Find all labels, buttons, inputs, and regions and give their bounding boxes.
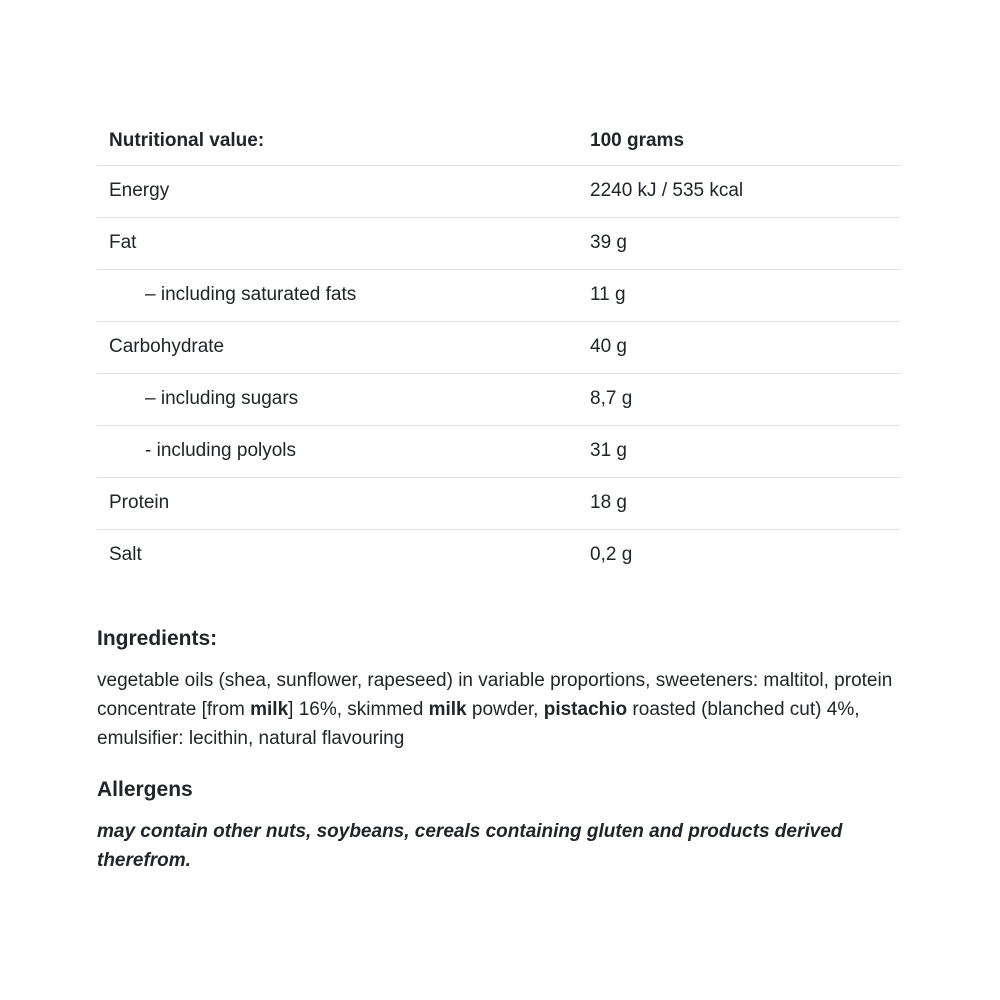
row-label: – including sugars: [145, 388, 299, 410]
row-value: 2240 kJ / 535 kcal: [590, 180, 744, 202]
table-row: [97, 530, 900, 581]
table-row: [97, 374, 900, 426]
allergens-text: may contain other nuts, soybeans, cereals containing gluten and products derived therefrom.: [97, 821, 843, 871]
nutrition-header-value: 100 grams: [590, 129, 685, 151]
nutrition-table-header: [97, 117, 900, 166]
table-row: [97, 322, 900, 374]
row-label: Fat: [109, 232, 137, 254]
row-value: 18 g: [590, 492, 627, 514]
row-value: 40 g: [590, 336, 627, 358]
table-row: [97, 478, 900, 530]
row-value: 8,7 g: [590, 388, 633, 410]
row-label: Energy: [109, 180, 170, 202]
nutrition-header-label: Nutritional value:: [109, 129, 265, 151]
row-label: Protein: [109, 492, 170, 514]
nutrition-table-body: [97, 166, 900, 581]
product-info-section: [97, 0, 900, 875]
ingredient-allergen-bold: milk: [428, 699, 467, 720]
ingredient-allergen-bold: milk: [250, 699, 289, 720]
row-label: Carbohydrate: [109, 336, 225, 358]
allergens-heading: Allergens: [97, 778, 193, 801]
table-row: [97, 166, 900, 218]
row-value: 0,2 g: [590, 544, 633, 566]
row-value: 31 g: [590, 440, 627, 462]
table-row: [97, 270, 900, 322]
row-label: Salt: [109, 544, 142, 566]
table-row: [97, 426, 900, 478]
nutrition-table: [97, 117, 900, 581]
row-value: 39 g: [590, 232, 627, 254]
ingredients-text: vegetable oils (shea, sunflower, rapeseed) in variable proportions, sweeteners: maltitol, protein concentrate [from milk] 16%, skimmed milk powder, pistachio roasted (blanched cut) 4%, emulsifier: lecithin, natural flavouring: [97, 670, 893, 749]
row-label: – including saturated fats: [145, 284, 357, 306]
row-label: - including polyols: [145, 440, 297, 462]
table-row: [97, 218, 900, 270]
ingredients-heading: Ingredients:: [97, 627, 218, 650]
row-value: 11 g: [590, 284, 626, 306]
ingredient-allergen-bold: pistachio: [543, 699, 628, 720]
